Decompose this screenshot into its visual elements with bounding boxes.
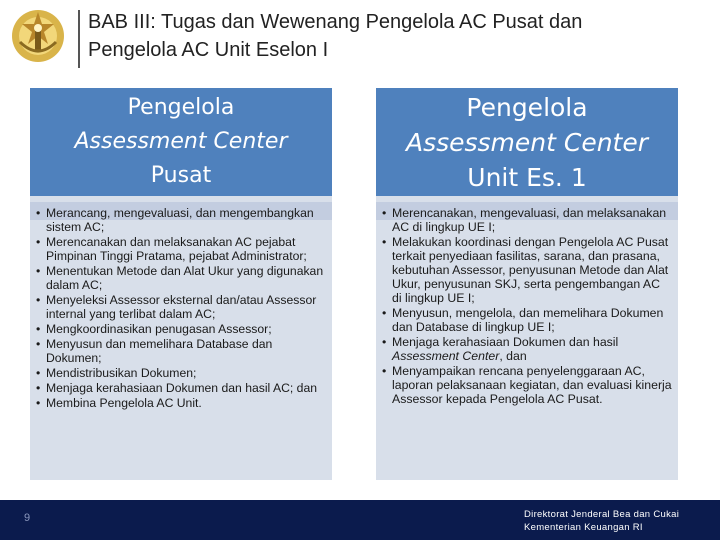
panel-heading [376, 88, 678, 196]
list-item [382, 306, 672, 334]
heading-line-1: Pengelola [466, 92, 588, 122]
bullet-icon: • [382, 306, 387, 320]
bullet-icon: • [36, 293, 41, 307]
list-item [36, 366, 326, 380]
title-line-1: BAB III: Tugas dan Wewenang Pengelola AC Pusat dan [88, 11, 583, 33]
panel-ac-unit-es1 [376, 88, 678, 480]
bullet-icon: • [36, 337, 41, 351]
bullet-icon: • [382, 335, 387, 349]
heading-line-3: Unit Es. 1 [467, 162, 587, 192]
list-item [382, 206, 672, 234]
list-item-text: Menyampaikan rencana penyelenggaraan AC, laporan pelaksanaan kegiatan, dan evaluasi kinerja Assessor kepada Pengelola AC Pusat. [392, 364, 672, 406]
list-item-text: Menjaga kerahasiaan Dokumen dan hasil AC; dan [46, 381, 318, 395]
bullet-icon: • [36, 322, 41, 336]
list-item-text: Menjaga kerahasiaan Dokumen dan hasil [392, 335, 619, 349]
footer-bar [0, 500, 720, 540]
list-item-text: Melakukan koordinasi dengan Pengelola AC Pusat terkait penyediaan fasilitas, sarana, dan prasana, kebutuhan Assessor, penyusunan Metode dan Alat Ukur, penyusunan SKJ, serta pengembangan AC di lingkup UE I; [392, 235, 669, 305]
list-item-text: Menyusun dan memelihara Database dan Dokumen; [46, 337, 273, 365]
heading-line-3: Pusat [150, 163, 212, 188]
list-item [36, 337, 326, 365]
list-item [36, 322, 326, 336]
header-divider [78, 10, 80, 68]
panel-body [376, 196, 678, 480]
list-item-text: Merancang, mengevaluasi, dan mengembangkan sistem AC; [46, 206, 314, 234]
list-item [36, 293, 326, 321]
list-item-text: Mengkoordinasikan penugasan Assessor; [46, 322, 272, 336]
list-item-text: Menyeleksi Assessor eksternal dan/atau Assessor internal yang terlibat dalam AC; [46, 293, 317, 321]
footer-organization [524, 508, 679, 534]
list-item [36, 206, 326, 234]
bullet-icon: • [36, 264, 41, 278]
panel-heading [30, 88, 332, 196]
bullet-icon: • [36, 366, 41, 380]
bullet-icon: • [36, 235, 41, 249]
list-item-text: Menyusun, mengelola, dan memelihara Dokumen dan Database di lingkup UE I; [392, 306, 664, 334]
footer-org-line-1: Direktorat Jenderal Bea dan Cukai [524, 509, 680, 520]
page-number: 9 [24, 512, 31, 524]
heading-line-2: Assessment Center [74, 129, 288, 154]
heading-line-2: Assessment Center [405, 127, 649, 157]
list-item-text: Merencanakan, mengevaluasi, dan melaksanakan AC di lingkup UE I; [392, 206, 667, 234]
heading-line-1: Pengelola [127, 95, 235, 120]
title-line-2: Pengelola AC Unit Eselon I [88, 39, 329, 61]
panel-ac-pusat [30, 88, 332, 480]
bullet-icon: • [36, 206, 41, 220]
list-item-text: Merencanakan dan melaksanakan AC pejabat Pimpinan Tinggi Pratama, pejabat Administrator; [46, 235, 307, 263]
list-item-text: Menentukan Metode dan Alat Ukur yang digunakan dalam AC; [46, 264, 324, 292]
list-item [36, 235, 326, 263]
bullet-icon: • [382, 364, 387, 378]
bullet-icon: • [382, 206, 387, 220]
bullet-icon: • [382, 235, 387, 249]
list-item-text: Mendistribusikan Dokumen; [46, 366, 197, 380]
list-item [36, 264, 326, 292]
page-title [88, 8, 708, 64]
duty-list [382, 206, 672, 406]
customs-emblem-icon [8, 6, 68, 66]
bullet-icon: • [36, 396, 41, 410]
list-item-tail: , dan [499, 349, 527, 363]
duty-list [36, 206, 326, 410]
bullet-icon: • [36, 381, 41, 395]
list-item [382, 335, 672, 363]
list-item-text: Membina Pengelola AC Unit. [46, 396, 202, 410]
panel-body [30, 196, 332, 480]
list-item [36, 396, 326, 410]
list-item [382, 235, 672, 305]
list-item-italic: Assessment Center [392, 349, 500, 363]
list-item [36, 381, 326, 395]
footer-org-line-2: Kementerian Keuangan RI [524, 522, 643, 533]
list-item [382, 364, 672, 406]
